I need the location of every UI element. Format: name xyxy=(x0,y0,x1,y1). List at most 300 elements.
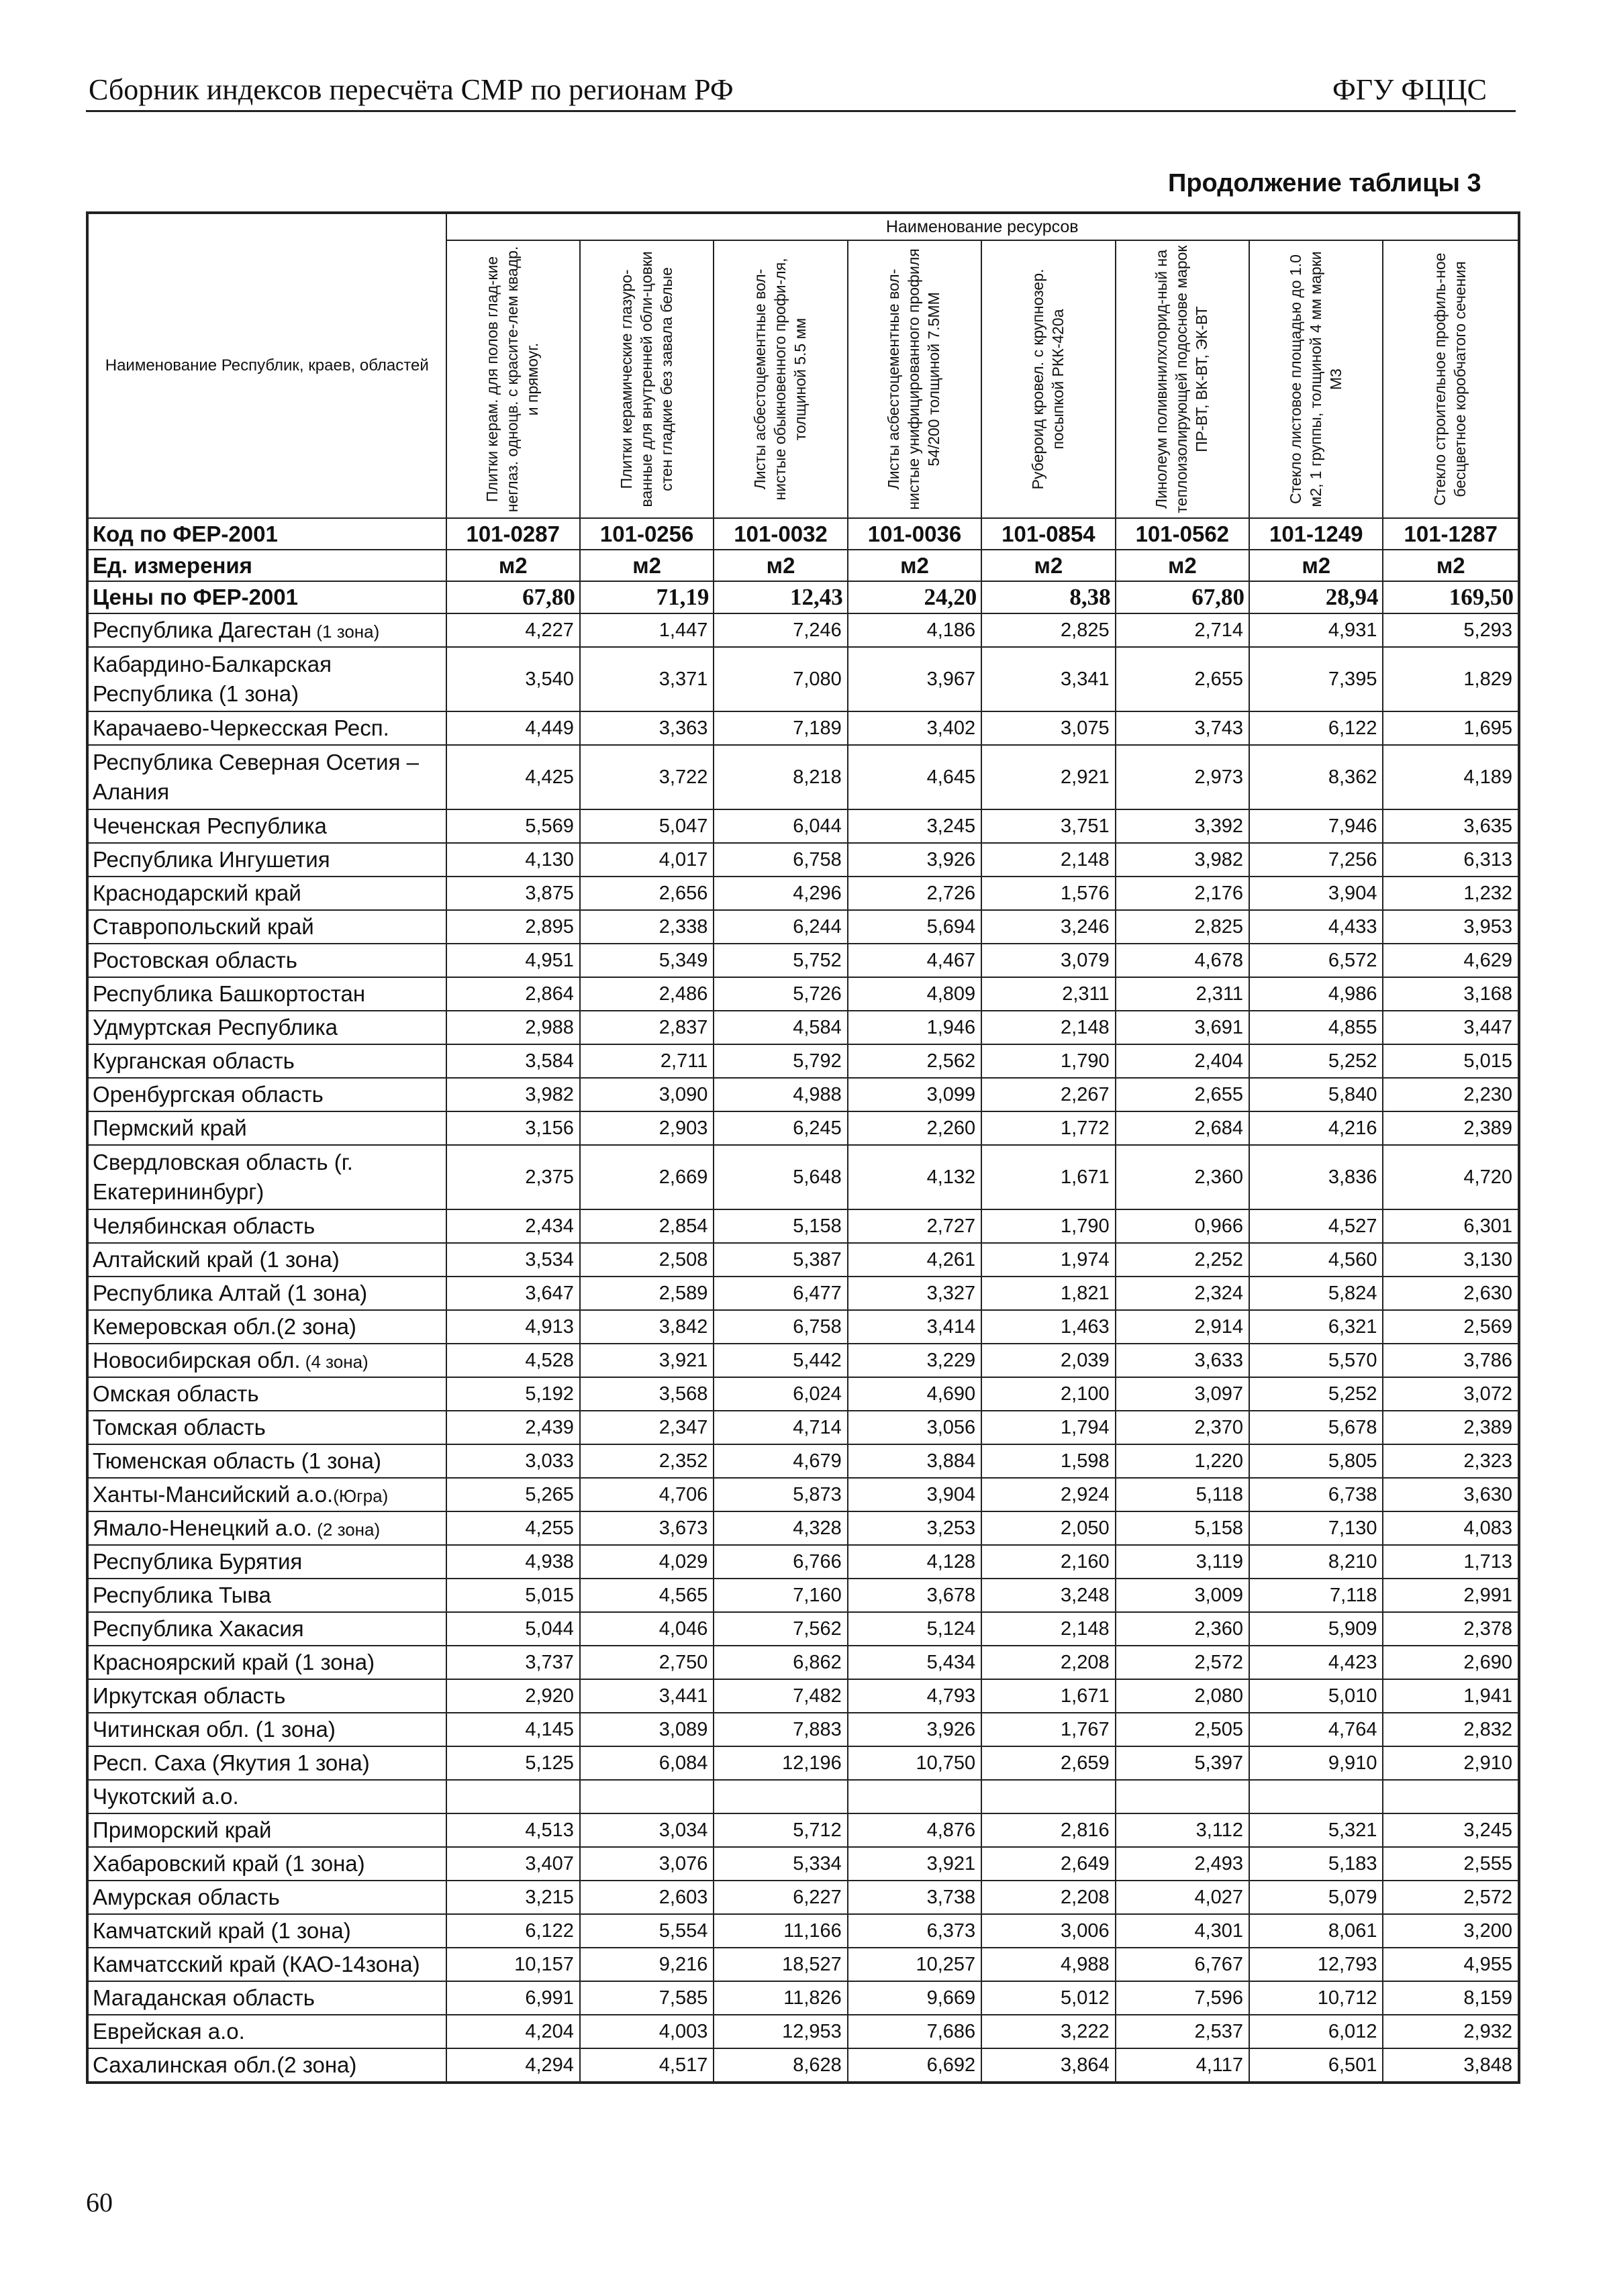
table-row xyxy=(87,1981,1519,2015)
index-value-cell: 6,313 xyxy=(1383,843,1519,877)
page-number: 60 xyxy=(86,2187,113,2217)
index-value-cell: 3,168 xyxy=(1383,977,1519,1011)
code-cell: 101-0036 xyxy=(848,518,981,550)
index-value-cell: 5,252 xyxy=(1249,1377,1383,1411)
table-row xyxy=(87,910,1519,944)
region-name: Ставропольский край xyxy=(93,914,314,940)
index-value-cell: 3,363 xyxy=(580,711,714,745)
index-value-cell: 2,208 xyxy=(981,1881,1115,1914)
index-value-cell: 6,245 xyxy=(714,1111,847,1145)
index-value-cell: 2,714 xyxy=(1116,613,1249,647)
region-name: Камчатсский край (КАО-14зона) xyxy=(93,1952,420,1977)
resource-header: Линолеум поливинилхлорид-ный на теплоизолирующей подоснове марок ПР-ВТ, ВК-ВТ, ЭК-ВТ xyxy=(1116,240,1249,518)
index-value-cell: 3,633 xyxy=(1116,1344,1249,1377)
index-value-cell: 3,341 xyxy=(981,647,1115,711)
code-cell: 101-1287 xyxy=(1383,518,1519,550)
index-value-cell: 3,075 xyxy=(981,711,1115,745)
index-value-cell: 2,655 xyxy=(1116,1078,1249,1111)
index-value-cell: 2,311 xyxy=(981,977,1115,1011)
index-value-cell: 4,931 xyxy=(1249,613,1383,647)
unit-label: Ед. измерения xyxy=(87,550,446,581)
index-value-cell: 2,572 xyxy=(1383,1881,1519,1914)
index-value-cell: 5,397 xyxy=(1116,1746,1249,1780)
index-value-cell: 3,647 xyxy=(446,1277,580,1310)
index-value-cell: 4,449 xyxy=(446,711,580,745)
index-value-cell: 2,656 xyxy=(580,877,714,910)
index-value-cell: 5,678 xyxy=(1249,1411,1383,1444)
index-value-cell: 2,750 xyxy=(580,1646,714,1679)
index-value-cell: 5,265 xyxy=(446,1478,580,1511)
unit-row xyxy=(87,550,1519,581)
index-value-cell: 3,407 xyxy=(446,1847,580,1881)
index-value-cell: 8,210 xyxy=(1249,1545,1383,1579)
index-value-cell: 2,864 xyxy=(446,977,580,1011)
region-name-cell xyxy=(87,2048,446,2083)
region-column-header: Наименование Республик, краев, областей xyxy=(87,213,446,518)
index-value-cell: 2,920 xyxy=(446,1679,580,1713)
index-value-cell: 10,712 xyxy=(1249,1981,1383,2015)
index-value-cell xyxy=(1249,1780,1383,1813)
index-value-cell: 2,903 xyxy=(580,1111,714,1145)
region-name-cell xyxy=(87,1145,446,1209)
table-row xyxy=(87,1545,1519,1579)
index-value-cell: 5,015 xyxy=(446,1579,580,1612)
region-name-cell xyxy=(87,1310,446,1344)
index-value-cell: 2,649 xyxy=(981,1847,1115,1881)
index-value-cell: 4,186 xyxy=(848,613,981,647)
index-value-cell: 2,404 xyxy=(1116,1044,1249,1078)
index-value-cell: 4,584 xyxy=(714,1011,847,1044)
index-value-cell: 3,926 xyxy=(848,1713,981,1746)
index-value-cell: 5,010 xyxy=(1249,1679,1383,1713)
index-value-cell: 5,118 xyxy=(1116,1478,1249,1511)
index-value-cell: 2,360 xyxy=(1116,1145,1249,1209)
index-value-cell: 2,378 xyxy=(1383,1612,1519,1646)
index-value-cell: 3,327 xyxy=(848,1277,981,1310)
region-name: Еврейская а.о. xyxy=(93,2019,245,2044)
index-value-cell: 3,691 xyxy=(1116,1011,1249,1044)
index-value-cell: 6,244 xyxy=(714,910,847,944)
region-name-cell xyxy=(87,1847,446,1881)
index-value-cell: 5,012 xyxy=(981,1981,1115,2015)
index-value-cell: 8,218 xyxy=(714,745,847,809)
index-value-cell: 5,840 xyxy=(1249,1078,1383,1111)
index-value-cell: 4,679 xyxy=(714,1444,847,1478)
index-value-cell xyxy=(446,1780,580,1813)
index-value-cell: 1,232 xyxy=(1383,877,1519,910)
index-value-cell: 6,122 xyxy=(1249,711,1383,745)
index-value-cell: 4,117 xyxy=(1116,2048,1249,2083)
index-value-cell: 3,006 xyxy=(981,1914,1115,1948)
index-value-cell: 5,334 xyxy=(714,1847,847,1881)
index-value-cell: 3,953 xyxy=(1383,910,1519,944)
code-cell: 101-0287 xyxy=(446,518,580,550)
index-value-cell: 5,824 xyxy=(1249,1277,1383,1310)
index-value-cell: 3,836 xyxy=(1249,1145,1383,1209)
index-value-cell: 2,360 xyxy=(1116,1612,1249,1646)
table-row xyxy=(87,1746,1519,1780)
index-value-cell: 3,447 xyxy=(1383,1011,1519,1044)
index-value-cell: 4,130 xyxy=(446,843,580,877)
index-value-cell: 2,572 xyxy=(1116,1646,1249,1679)
region-name: Республика Тыва xyxy=(93,1583,271,1608)
index-value-cell: 2,924 xyxy=(981,1478,1115,1511)
index-value-cell: 5,044 xyxy=(446,1612,580,1646)
organization-name: ФГУ ФЦЦС xyxy=(1332,73,1487,106)
table-row xyxy=(87,1209,1519,1243)
index-value-cell: 3,441 xyxy=(580,1679,714,1713)
index-value-cell: 2,508 xyxy=(580,1243,714,1277)
index-value-cell: 18,527 xyxy=(714,1948,847,1981)
index-value-cell: 3,786 xyxy=(1383,1344,1519,1377)
index-value-cell: 3,635 xyxy=(1383,809,1519,843)
table-row xyxy=(87,1813,1519,1847)
index-value-cell: 3,842 xyxy=(580,1310,714,1344)
region-name-cell xyxy=(87,1914,446,1948)
index-value-cell: 2,854 xyxy=(580,1209,714,1243)
index-value-cell: 2,603 xyxy=(580,1881,714,1914)
index-value-cell: 6,024 xyxy=(714,1377,847,1411)
index-value-cell: 7,482 xyxy=(714,1679,847,1713)
index-value-cell: 2,370 xyxy=(1116,1411,1249,1444)
index-value-cell: 7,160 xyxy=(714,1579,847,1612)
index-value-cell: 3,402 xyxy=(848,711,981,745)
region-name: Магаданская область xyxy=(93,1985,315,2011)
code-label: Код по ФЕР-2001 xyxy=(87,518,446,550)
index-value-cell: 8,159 xyxy=(1383,1981,1519,2015)
region-name: Республика Алтай (1 зона) xyxy=(93,1281,368,1306)
region-name: Тюменская область (1 зона) xyxy=(93,1448,381,1474)
price-cell: 8,38 xyxy=(981,581,1115,613)
index-value-cell: 2,684 xyxy=(1116,1111,1249,1145)
resources-group-header: Наименование ресурсов xyxy=(446,213,1520,240)
index-value-cell: 4,764 xyxy=(1249,1713,1383,1746)
region-name-cell xyxy=(87,647,446,711)
index-value-cell: 4,678 xyxy=(1116,944,1249,977)
index-value-cell: 6,012 xyxy=(1249,2015,1383,2048)
index-value-cell: 6,321 xyxy=(1249,1310,1383,1344)
index-value-cell: 4,527 xyxy=(1249,1209,1383,1243)
index-value-cell: 3,392 xyxy=(1116,809,1249,843)
table-row xyxy=(87,877,1519,910)
index-value-cell: 2,726 xyxy=(848,877,981,910)
table-row xyxy=(87,1511,1519,1545)
index-value-cell: 5,434 xyxy=(848,1646,981,1679)
index-value-cell: 10,257 xyxy=(848,1948,981,1981)
index-value-cell: 5,047 xyxy=(580,809,714,843)
table-row xyxy=(87,1011,1519,1044)
region-name-cell xyxy=(87,1813,446,1847)
index-value-cell: 5,183 xyxy=(1249,1847,1383,1881)
index-value-cell: 5,079 xyxy=(1249,1881,1383,1914)
code-cell: 101-0256 xyxy=(580,518,714,550)
region-name-cell xyxy=(87,910,446,944)
region-name-cell xyxy=(87,745,446,809)
index-value-cell: 4,876 xyxy=(848,1813,981,1847)
index-value-cell: 4,296 xyxy=(714,877,847,910)
index-value-cell: 2,434 xyxy=(446,1209,580,1243)
index-value-cell: 3,884 xyxy=(848,1444,981,1478)
index-value-cell: 3,034 xyxy=(580,1813,714,1847)
index-value-cell: 7,946 xyxy=(1249,809,1383,843)
region-name-cell xyxy=(87,877,446,910)
index-value-cell: 2,324 xyxy=(1116,1277,1249,1310)
index-value-cell: 4,145 xyxy=(446,1713,580,1746)
index-value-cell: 1,447 xyxy=(580,613,714,647)
index-value-cell: 5,192 xyxy=(446,1377,580,1411)
index-value-cell: 6,991 xyxy=(446,1981,580,2015)
index-value-cell: 9,216 xyxy=(580,1948,714,1981)
unit-cell: м2 xyxy=(580,550,714,581)
document-title: Сборник индексов пересчёта СМР по регионам РФ xyxy=(89,73,734,106)
index-value-cell: 2,347 xyxy=(580,1411,714,1444)
index-value-cell: 4,227 xyxy=(446,613,580,647)
region-name-cell xyxy=(87,1011,446,1044)
region-name: Краснодарский край xyxy=(93,881,301,906)
index-value-cell: 2,039 xyxy=(981,1344,1115,1377)
index-value-cell: 6,766 xyxy=(714,1545,847,1579)
code-cell: 101-0032 xyxy=(714,518,847,550)
index-value-cell: 2,932 xyxy=(1383,2015,1519,2048)
index-value-cell: 3,737 xyxy=(446,1646,580,1679)
index-value-cell: 3,033 xyxy=(446,1444,580,1478)
region-name: Читинская обл. (1 зона) xyxy=(93,1717,336,1742)
price-cell: 12,43 xyxy=(714,581,847,613)
region-name-cell xyxy=(87,977,446,1011)
table-row xyxy=(87,809,1519,843)
table-row xyxy=(87,1646,1519,1679)
region-name-cell xyxy=(87,1111,446,1145)
index-value-cell: 2,973 xyxy=(1116,745,1249,809)
index-value-cell: 3,253 xyxy=(848,1511,981,1545)
index-value-cell: 6,084 xyxy=(580,1746,714,1780)
index-value-cell: 1,695 xyxy=(1383,711,1519,745)
index-value-cell: 4,029 xyxy=(580,1545,714,1579)
region-name: Алтайский край (1 зона) xyxy=(93,1247,340,1272)
region-name: Республика Хакасия xyxy=(93,1616,304,1642)
index-value-cell: 5,805 xyxy=(1249,1444,1383,1478)
unit-cell: м2 xyxy=(981,550,1115,581)
index-value-cell: 7,189 xyxy=(714,711,847,745)
index-value-cell: 4,433 xyxy=(1249,910,1383,944)
index-value-cell: 1,946 xyxy=(848,1011,981,1044)
index-value-cell xyxy=(848,1780,981,1813)
region-name-cell xyxy=(87,613,446,647)
table-row xyxy=(87,843,1519,877)
index-value-cell: 7,256 xyxy=(1249,843,1383,877)
index-value-cell: 9,910 xyxy=(1249,1746,1383,1780)
index-value-cell: 2,230 xyxy=(1383,1078,1519,1111)
index-value-cell: 2,630 xyxy=(1383,1277,1519,1310)
table-row xyxy=(87,1847,1519,1881)
index-value-cell: 2,690 xyxy=(1383,1646,1519,1679)
unit-cell: м2 xyxy=(848,550,981,581)
region-name-cell xyxy=(87,1277,446,1310)
index-value-cell: 2,711 xyxy=(580,1044,714,1078)
index-value-cell: 4,467 xyxy=(848,944,981,977)
index-value-cell: 5,648 xyxy=(714,1145,847,1209)
index-value-cell: 3,079 xyxy=(981,944,1115,977)
index-value-cell xyxy=(714,1780,847,1813)
index-value-cell: 2,895 xyxy=(446,910,580,944)
region-name: Республика Северная Осетия – Алания xyxy=(93,750,419,804)
index-value-cell: 3,630 xyxy=(1383,1478,1519,1511)
index-value-cell: 1,790 xyxy=(981,1209,1115,1243)
region-name: Свердловская область (г. Екатерининбург) xyxy=(93,1150,353,1204)
table-continuation-caption: Продолжение таблицы 3 xyxy=(1168,169,1481,197)
index-value-cell: 2,825 xyxy=(981,613,1115,647)
unit-cell: м2 xyxy=(446,550,580,581)
index-value-cell: 7,118 xyxy=(1249,1579,1383,1612)
index-value-cell: 7,246 xyxy=(714,613,847,647)
region-name: Ямало-Ненецкий а.о. xyxy=(93,1515,313,1541)
code-cell: 101-0854 xyxy=(981,518,1115,550)
index-value-cell: 6,122 xyxy=(446,1914,580,1948)
price-cell: 67,80 xyxy=(446,581,580,613)
table-row xyxy=(87,1579,1519,1612)
resource-header: Листы асбестоцементные вол-нистые унифицированного профиля 54/200 толщиной 7.5ММ xyxy=(848,240,981,518)
index-value-cell: 5,349 xyxy=(580,944,714,977)
index-value-cell: 2,389 xyxy=(1383,1111,1519,1145)
index-value-cell: 4,517 xyxy=(580,2048,714,2083)
index-value-cell: 2,569 xyxy=(1383,1310,1519,1344)
index-value-cell: 3,926 xyxy=(848,843,981,877)
index-value-cell: 9,669 xyxy=(848,1981,981,2015)
price-cell: 28,94 xyxy=(1249,581,1383,613)
index-value-cell: 3,200 xyxy=(1383,1914,1519,1948)
index-value-cell: 2,537 xyxy=(1116,2015,1249,2048)
index-value-cell: 1,941 xyxy=(1383,1679,1519,1713)
price-row xyxy=(87,581,1519,613)
index-value-cell: 2,991 xyxy=(1383,1579,1519,1612)
region-name-cell xyxy=(87,1444,446,1478)
index-value-cell: 1,974 xyxy=(981,1243,1115,1277)
index-value-cell: 3,112 xyxy=(1116,1813,1249,1847)
index-value-cell: 3,076 xyxy=(580,1847,714,1881)
table-row xyxy=(87,1111,1519,1145)
region-name-cell xyxy=(87,1377,446,1411)
index-value-cell: 8,061 xyxy=(1249,1914,1383,1948)
index-value-cell: 3,072 xyxy=(1383,1377,1519,1411)
region-name: Ростовская область xyxy=(93,948,297,973)
index-value-cell: 3,921 xyxy=(848,1847,981,1881)
index-value-cell: 4,423 xyxy=(1249,1646,1383,1679)
region-name-cell xyxy=(87,1511,446,1545)
region-name-cell xyxy=(87,711,446,745)
index-value-cell: 3,245 xyxy=(848,809,981,843)
index-value-cell: 4,706 xyxy=(580,1478,714,1511)
index-value-cell xyxy=(981,1780,1115,1813)
index-value-cell: 5,158 xyxy=(714,1209,847,1243)
region-name-cell xyxy=(87,2015,446,2048)
unit-cell: м2 xyxy=(1116,550,1249,581)
index-value-cell: 5,158 xyxy=(1116,1511,1249,1545)
region-name: Кемеровская обл.(2 зона) xyxy=(93,1314,356,1340)
region-name-cell xyxy=(87,1411,446,1444)
index-value-cell: 3,056 xyxy=(848,1411,981,1444)
index-value-cell: 3,904 xyxy=(1249,877,1383,910)
region-name: Красноярский край (1 зона) xyxy=(93,1650,375,1675)
index-value-cell: 10,750 xyxy=(848,1746,981,1780)
index-value-cell: 1,772 xyxy=(981,1111,1115,1145)
index-value-cell: 1,794 xyxy=(981,1411,1115,1444)
index-value-cell: 5,321 xyxy=(1249,1813,1383,1847)
region-name: Карачаево-Черкесская Респ. xyxy=(93,715,389,741)
region-name: Курганская область xyxy=(93,1048,295,1074)
index-value-cell: 4,565 xyxy=(580,1579,714,1612)
region-name: Приморский край xyxy=(93,1817,272,1843)
table-row xyxy=(87,944,1519,977)
code-cell: 101-0562 xyxy=(1116,518,1249,550)
index-value-cell: 3,982 xyxy=(1116,843,1249,877)
region-name: Кабардино-Балкарская Республика (1 зона) xyxy=(93,652,332,706)
region-zone-note: (Югра) xyxy=(333,1486,389,1507)
index-value-cell: 3,540 xyxy=(446,647,580,711)
index-value-cell: 4,513 xyxy=(446,1813,580,1847)
header-rule xyxy=(86,110,1516,112)
index-value-cell: 5,726 xyxy=(714,977,847,1011)
table-row xyxy=(87,1277,1519,1310)
index-value-cell: 3,222 xyxy=(981,2015,1115,2048)
index-value-cell: 12,953 xyxy=(714,2015,847,2048)
index-value-cell: 3,246 xyxy=(981,910,1115,944)
index-value-cell: 2,825 xyxy=(1116,910,1249,944)
region-name-cell xyxy=(87,944,446,977)
index-value-cell: 2,505 xyxy=(1116,1713,1249,1746)
index-value-cell: 4,988 xyxy=(981,1948,1115,1981)
region-name: Респ. Саха (Якутия 1 зона) xyxy=(93,1750,370,1776)
index-value-cell: 5,554 xyxy=(580,1914,714,1948)
index-value-cell: 3,722 xyxy=(580,745,714,809)
region-name: Иркутская область xyxy=(93,1683,286,1709)
region-name-cell xyxy=(87,1780,446,1813)
index-value-cell: 4,216 xyxy=(1249,1111,1383,1145)
index-value-cell: 6,862 xyxy=(714,1646,847,1679)
table-row xyxy=(87,1377,1519,1411)
index-value-cell: 4,425 xyxy=(446,745,580,809)
index-value-cell: 3,245 xyxy=(1383,1813,1519,1847)
region-zone-note: (2 зона) xyxy=(312,1519,381,1540)
index-value-cell: 4,913 xyxy=(446,1310,580,1344)
index-value-cell: 2,267 xyxy=(981,1078,1115,1111)
unit-cell: м2 xyxy=(1249,550,1383,581)
index-value-cell: 5,909 xyxy=(1249,1612,1383,1646)
index-value-cell: 5,712 xyxy=(714,1813,847,1847)
index-value-cell: 4,261 xyxy=(848,1243,981,1277)
price-cell: 24,20 xyxy=(848,581,981,613)
index-value-cell: 3,156 xyxy=(446,1111,580,1145)
index-value-cell: 2,352 xyxy=(580,1444,714,1478)
region-name: Хабаровский край (1 зона) xyxy=(93,1851,365,1877)
index-value-cell: 6,373 xyxy=(848,1914,981,1948)
index-value-cell: 2,988 xyxy=(446,1011,580,1044)
index-value-cell: 7,585 xyxy=(580,1981,714,2015)
index-value-cell: 5,015 xyxy=(1383,1044,1519,1078)
region-name: Томская область xyxy=(93,1415,266,1440)
region-name: Новосибирская обл. xyxy=(93,1348,301,1373)
index-value-cell: 11,826 xyxy=(714,1981,847,2015)
index-value-cell: 4,690 xyxy=(848,1377,981,1411)
index-value-cell: 6,758 xyxy=(714,843,847,877)
table-row xyxy=(87,1780,1519,1813)
index-value-cell: 4,328 xyxy=(714,1511,847,1545)
region-name-cell xyxy=(87,1545,446,1579)
index-value-cell: 7,395 xyxy=(1249,647,1383,711)
index-value-cell: 4,528 xyxy=(446,1344,580,1377)
region-name: Ханты-Мансийский а.о. xyxy=(93,1482,334,1507)
region-name: Челябинская область xyxy=(93,1213,315,1239)
index-value-cell: 2,176 xyxy=(1116,877,1249,910)
